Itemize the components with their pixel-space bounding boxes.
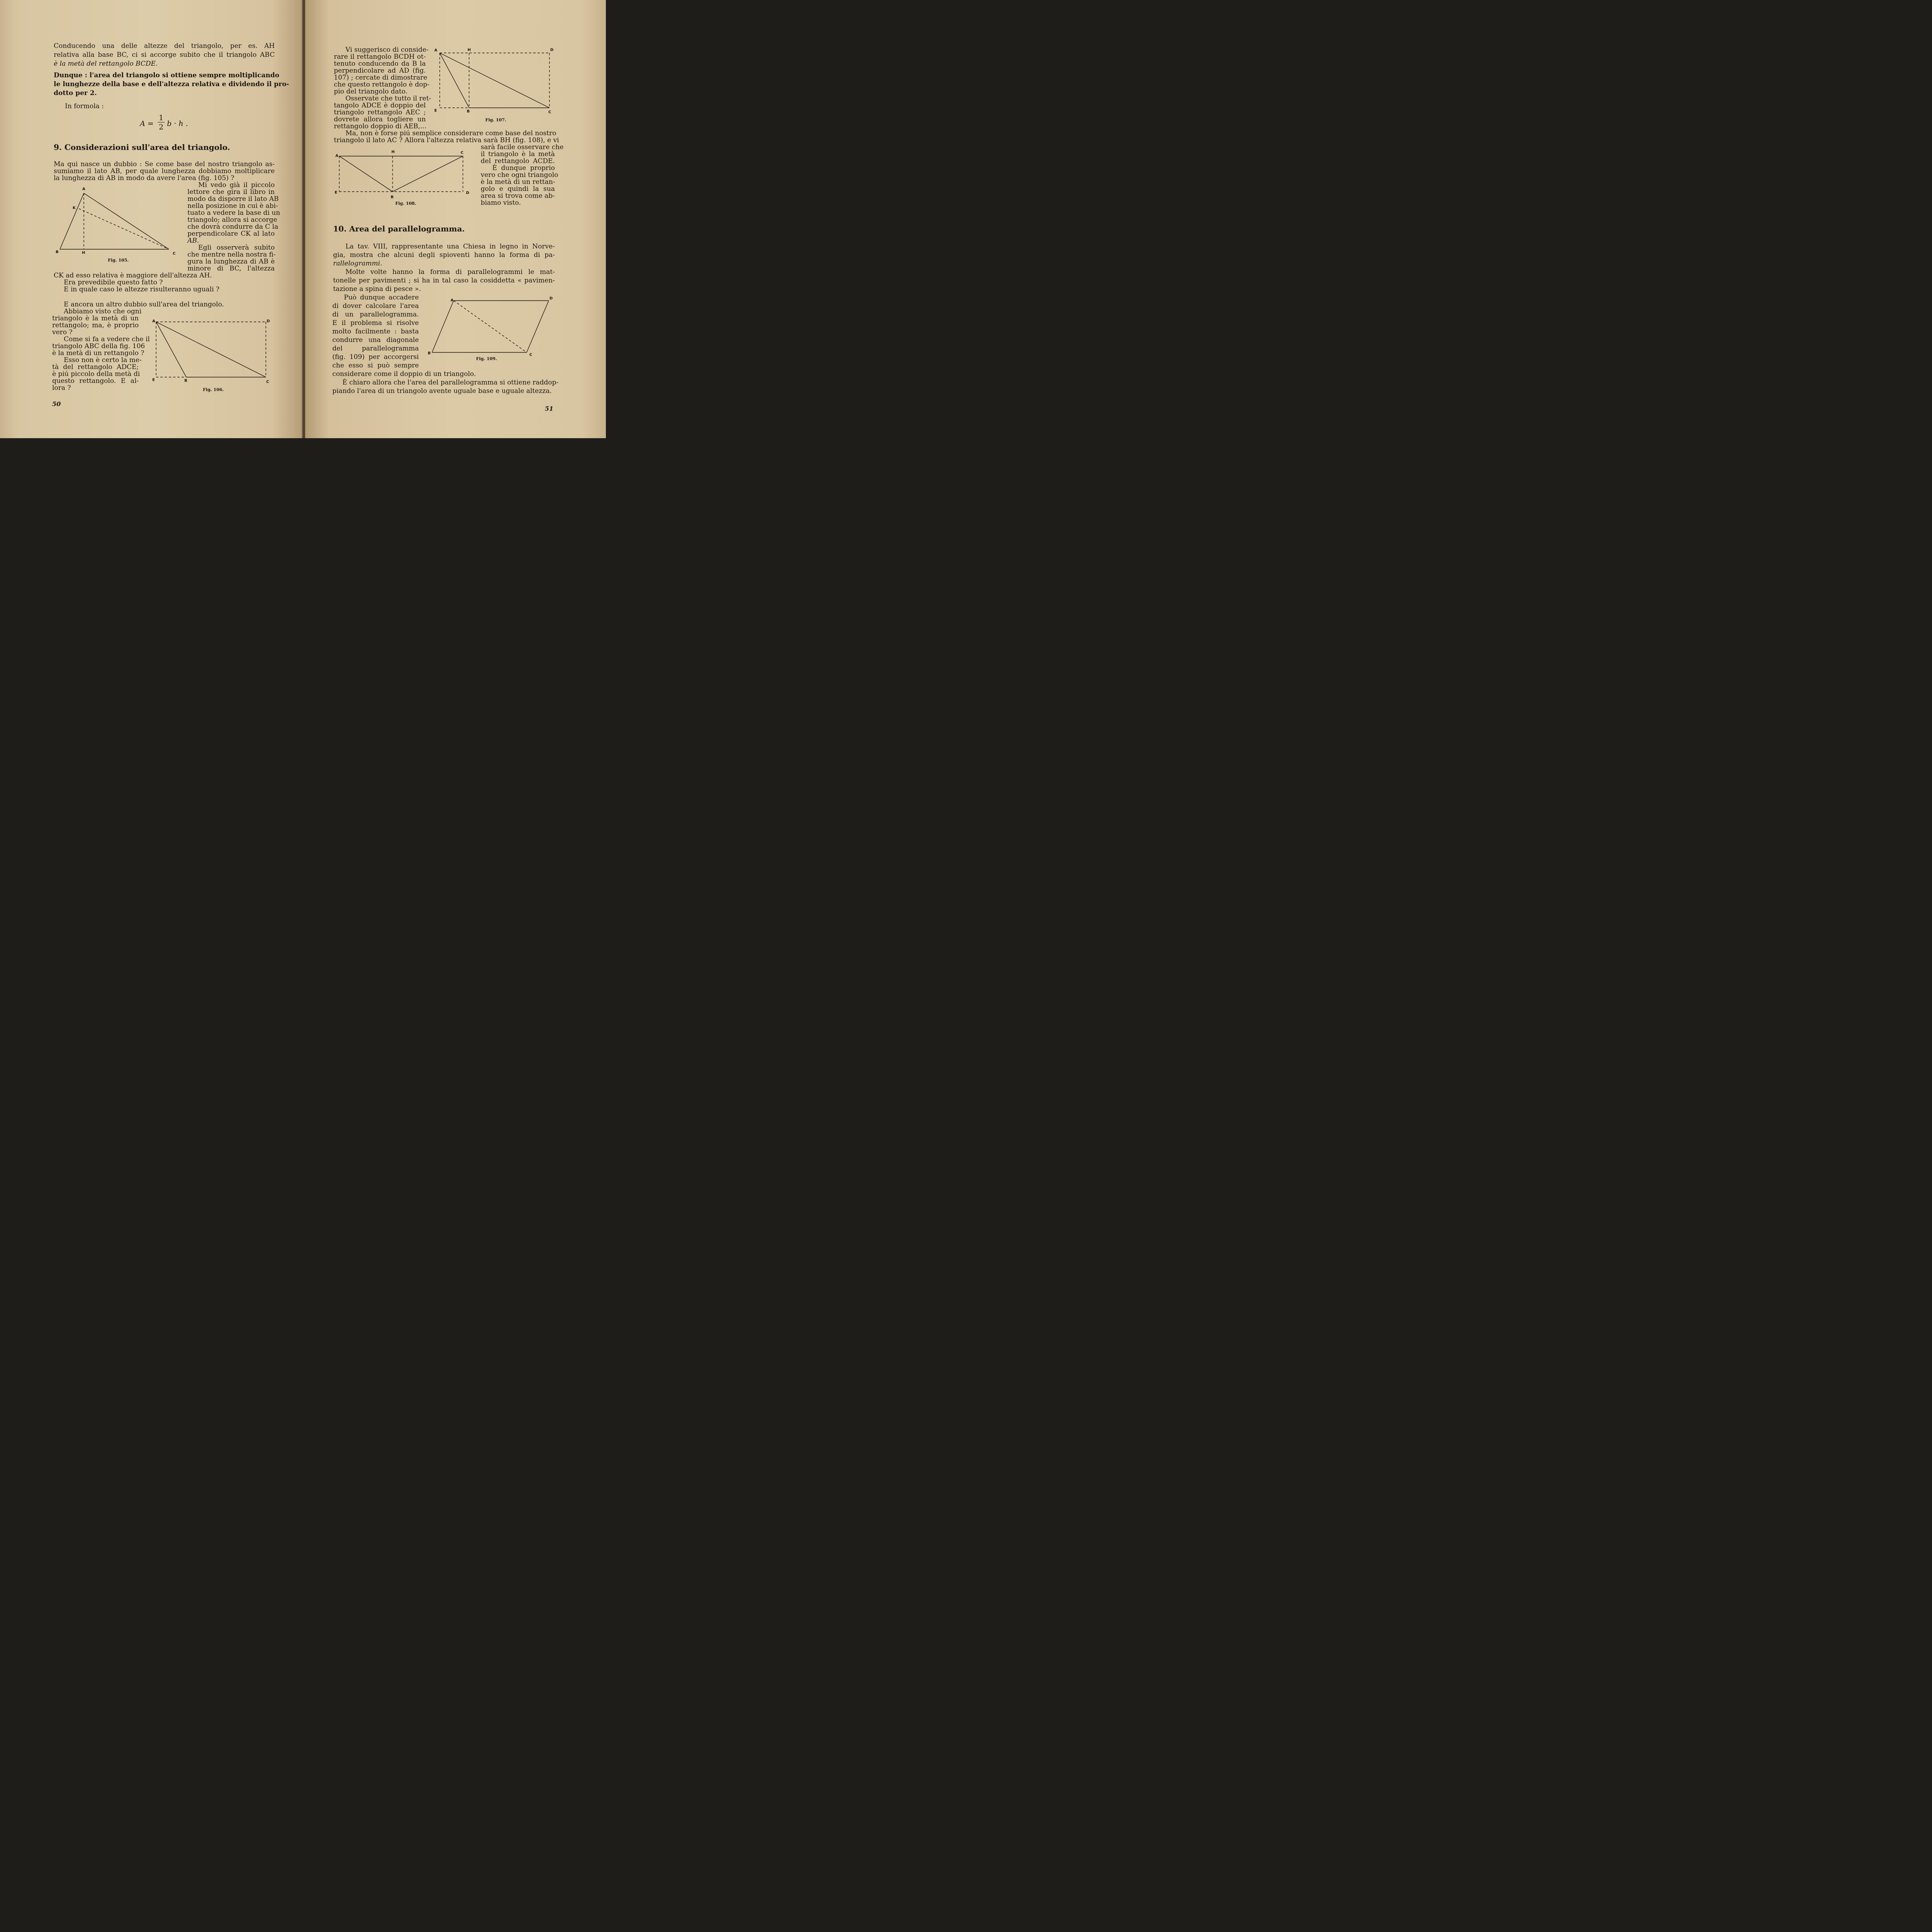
figure-106-caption: Fig. 106. [203,387,224,392]
page-right: Vi suggerisco di conside- rare il rettangolo BCDH ot- tenuto conducendo da B la perpendicolare ad AD (fig. 107) ; cercate di dimostrare che questo rettangolo è dop- pio del triangolo dato. Osservate che tutto il ret- tangolo ADCE è doppio del triangolo rettangolo AEC ; dovrete allora togliere un rettangolo doppio di AEB,... Ma, non è forse piú semplice considerare come base del nostro triangolo il lato AC ? Allora l'altezza relativa sarà BH (fig. 108), e vi sarà facile osservare che il triangolo è la metà del rettangolo ACDE. È dunque proprio vero che ogni triangolo è la metà di un rettan- golo e quindi la sua area si trova come ab- biamo visto. 10. Area del parallelogramma. La tav. VIII, rappresentante una Chiesa in legno in Norve- gia, mostra che alcuni degli spioventi hanno la forma di pa- rallelogrammi. Molte volte hanno la forma di parallelogrammi le mat- tonelle per pavimenti ; si ha in tal caso la cosiddetta « pavimen- tazione a spina di pesce ». Può dunque accadere di dover calcolare l'area di un parallelogramma. E il problema si risolve molto facilmente : basta condurre una diagonale del parallelogramma (fig. 109) per accorgersi che esso si può sempre considerare come il doppio di un triangolo. È chiaro allora che l'area del parallelogramma si ottiene raddop- piando l'area di un triangolo avente uguale base e uguale altezza. A H D E B C Fig. 107. A H C E B D Fig. 108. A D B C Fig. 109. 51 [305,0,606,438]
figure-106-drawing [0,0,303,438]
page-number-left: 50 [52,400,61,408]
page-left: Conducendo una delle altezze del triangolo, per es. AH relativa alla base BC, ci si accorge subito che il triangolo ABC è la metà del rettangolo BCDE. Dunque : l'area del triangolo si ottiene sempre moltiplicando le lunghezze della base e dell'altezza relativa e dividendo il pro- dotto per 2. In formola : A = 1 2 b · h . 9. Considerazioni sull'area del triangolo. Ma qui nasce un dubbio : Se come base del nostro triangolo as- sumiamo il lato AB, per quale lunghezza dobbiamo moltiplicare la lunghezza di AB in modo da avere l'area (fig. 105) ? Mi vedo già il piccolo lettore che gira il libro in modo da disporre il lato AB nella posizione in cui è abi- tuato a vedere la base di un triangolo; allora si accorge che dovrà condurre da C la perpendicolare CK al lato AB. Egli osserverà subito che mentre nella nostra fi- gura la lunghezza di AB è minore di BC, l'altezza CK ad esso relativa è maggiore dell'altezza AH. Era prevedibile questo fatto ? E in quale caso le altezze risulteranno uguali ? E ancora un altro dubbio sull'area del triangolo. Abbiamo visto che ogni triangolo è la metà di un rettangolo; ma, è proprio vero ? Come si fa a vedere che il triangolo ABC della fig. 106 è la metà di un rettangolo ? Esso non è certo la me- tà del rettangolo ADCE; è piú piccolo della metà di questo rettangolo. E al- lora ? A K B H C Fig. 105. A D E B C Fig. 106. 50 [0,0,303,438]
figure-108-caption: Fig. 108. [395,201,417,206]
page-number-right: 51 [545,405,554,412]
figure-105-caption: Fig. 105. [108,258,129,263]
section-heading-9: 9. Considerazioni sull'area del triangolo. [54,143,230,152]
figure-107-caption: Fig. 107. [485,117,507,122]
section-heading-10: 10. Area del parallelogramma. [333,224,465,233]
formula-label: In formola : [65,102,104,110]
paragraph-altro-dubbio: E ancora un altro dubbio sull'area del triangolo. [64,301,224,308]
figure-109-drawing [305,0,606,438]
figure-109-caption: Fig. 109. [476,356,497,361]
book-spread [0,0,606,438]
